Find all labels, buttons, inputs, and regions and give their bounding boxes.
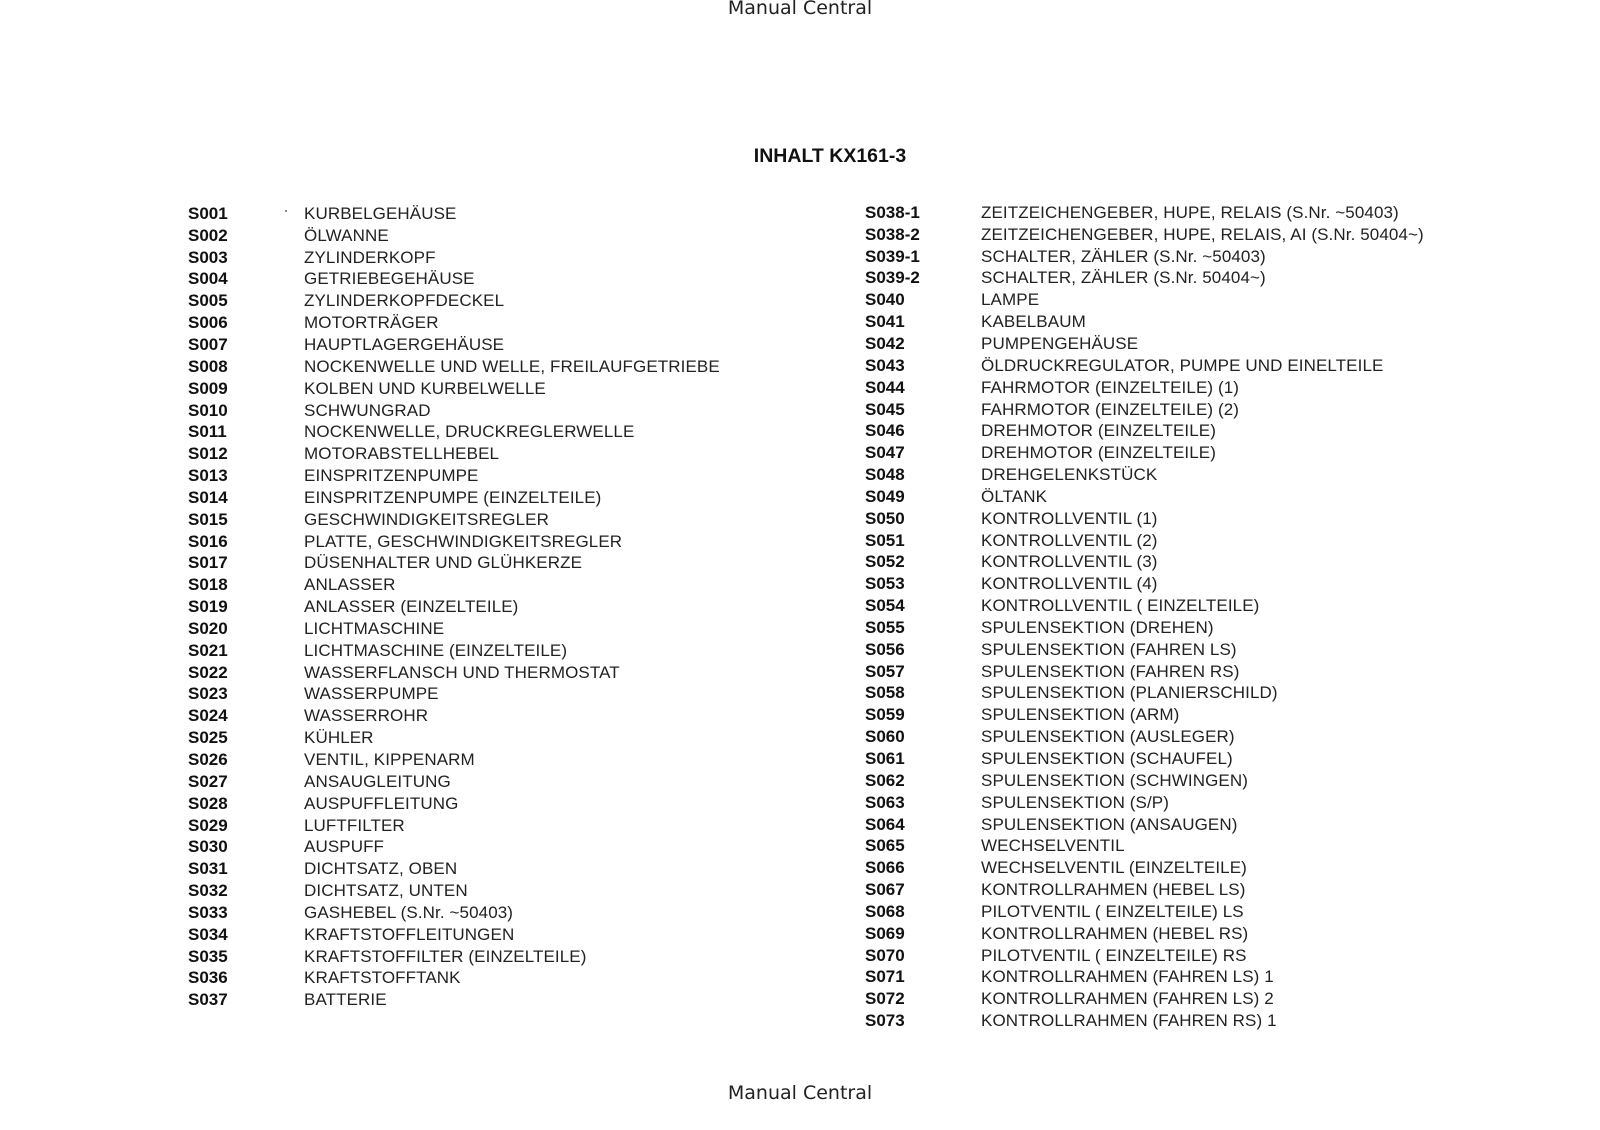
section-title: KONTROLLVENTIL (3) (981, 552, 1158, 572)
toc-entry (865, 420, 1424, 442)
toc-entry (188, 662, 720, 684)
toc-entry (188, 356, 720, 378)
section-title: DREHMOTOR (EINZELTEILE) (981, 443, 1216, 463)
section-title: GASHEBEL (S.Nr. ~50403) (304, 902, 514, 922)
section-code: S037 (188, 990, 228, 1010)
section-title: LUFTFILTER (304, 815, 405, 835)
toc-entry (188, 727, 720, 749)
section-title: SPULENSEKTION (S/P) (981, 792, 1169, 812)
toc-entry (865, 639, 1424, 661)
section-title: ANLASSER (304, 575, 396, 595)
section-code: S043 (865, 355, 905, 375)
section-code: S039-1 (865, 246, 920, 266)
toc-entry (865, 464, 1424, 486)
toc-entry (188, 465, 720, 487)
toc-entry (188, 487, 720, 509)
section-title: HAUPTLAGERGEHÄUSE (304, 334, 505, 354)
section-code: S030 (188, 837, 228, 857)
section-code: S038-2 (865, 224, 920, 244)
toc-entry (188, 596, 720, 618)
toc-entry (865, 595, 1424, 617)
section-title: WECHSELVENTIL (981, 836, 1125, 856)
section-title: ÖLTANK (981, 486, 1048, 506)
toc-entry (865, 399, 1424, 421)
section-code: S021 (188, 640, 228, 660)
section-title: KONTROLLRAHMEN (HEBEL LS) (981, 880, 1246, 900)
section-title: KONTROLLRAHMEN (FAHREN RS) 1 (981, 1011, 1277, 1031)
toc-entry (188, 553, 720, 575)
toc-entry (188, 443, 720, 465)
section-code: S065 (865, 836, 905, 856)
toc-entry (865, 770, 1424, 792)
section-title: WASSERPUMPE (304, 684, 439, 704)
section-title: NOCKENWELLE, DRUCKREGLERWELLE (304, 422, 635, 442)
section-title: EINSPRITZENPUMPE (EINZELTEILE) (304, 487, 602, 507)
section-code: S039-2 (865, 268, 920, 288)
section-code: S057 (865, 661, 905, 681)
section-title: SPULENSEKTION (DREHEN) (981, 617, 1214, 637)
section-code: S032 (188, 881, 228, 901)
toc-entry (865, 552, 1424, 574)
section-title: KONTROLLVENTIL ( EINZELTEILE) (981, 596, 1260, 616)
toc-entry (865, 814, 1424, 836)
toc-entry (865, 289, 1424, 311)
section-code: S058 (865, 683, 905, 703)
section-code: S061 (865, 749, 905, 769)
section-title: AUSPUFF (304, 837, 385, 857)
section-title: EINSPRITZENPUMPE (304, 466, 479, 486)
section-code: S009 (188, 378, 228, 398)
toc-entry (865, 1010, 1424, 1032)
section-code: S047 (865, 443, 905, 463)
section-code: S017 (188, 553, 228, 573)
toc-entry (865, 530, 1424, 552)
section-title: ÖLWANNE (304, 225, 389, 245)
section-title: WECHSELVENTIL (EINZELTEILE) (981, 858, 1247, 878)
section-title: DICHTSATZ, UNTEN (304, 881, 468, 901)
section-code: S035 (188, 946, 228, 966)
toc-entry (865, 879, 1424, 901)
toc-entry (188, 618, 720, 640)
section-title: KRAFTSTOFFTANK (304, 968, 461, 988)
section-code: S012 (188, 444, 228, 464)
section-code: S046 (865, 421, 905, 441)
section-title: MOTORTRÄGER (304, 313, 439, 333)
toc-entry (865, 683, 1424, 705)
section-code: S003 (188, 247, 228, 267)
section-title: ANSAUGLEITUNG (304, 771, 451, 791)
section-code: S005 (188, 291, 228, 311)
section-code: S073 (865, 1011, 905, 1031)
toc-entry (188, 902, 720, 924)
section-title: KURBELGEHÄUSE (304, 203, 457, 223)
toc-right-column (865, 202, 1424, 1032)
section-title: SPULENSEKTION (FAHREN RS) (981, 661, 1240, 681)
toc-entry (188, 509, 720, 531)
section-title: WASSERFLANSCH UND THERMOSTAT (304, 662, 620, 682)
toc-entry (188, 858, 720, 880)
section-title: BATTERIE (304, 990, 387, 1010)
section-code: S011 (188, 422, 227, 442)
toc-entry (865, 726, 1424, 748)
toc-entry (188, 312, 720, 334)
page-title: INHALT KX161-3 (753, 145, 907, 167)
section-code: S049 (865, 486, 905, 506)
section-code: S018 (188, 575, 228, 595)
section-code: S024 (188, 706, 228, 726)
section-code: S006 (188, 313, 228, 333)
toc-entry (188, 815, 720, 837)
section-title: PUMPENGEHÄUSE (981, 333, 1139, 353)
section-code: S062 (865, 770, 905, 790)
toc-entry (188, 924, 720, 946)
section-code: S033 (188, 902, 228, 922)
section-title: DREHGELENKSTÜCK (981, 465, 1158, 485)
section-title: KRAFTSTOFFILTER (EINZELTEILE) (304, 946, 587, 966)
section-code: S045 (865, 399, 905, 419)
toc-entry (865, 857, 1424, 879)
section-title: PILOTVENTIL ( EINZELTEILE) LS (981, 901, 1244, 921)
section-code: S048 (865, 465, 905, 485)
section-title: KABELBAUM (981, 312, 1086, 332)
section-code: S050 (865, 508, 905, 528)
section-code: S023 (188, 684, 228, 704)
toc-entry (865, 246, 1424, 268)
header-brand: Manual Central (727, 0, 873, 19)
toc-entry (188, 640, 720, 662)
toc-entry (865, 224, 1424, 246)
section-code: S034 (188, 924, 228, 944)
toc-entry (865, 835, 1424, 857)
section-title: KONTROLLRAHMEN (FAHREN LS) 1 (981, 967, 1274, 987)
section-title: SCHALTER, ZÄHLER (S.Nr. ~50403) (981, 246, 1266, 266)
section-code: S020 (188, 618, 228, 638)
toc-entry (865, 792, 1424, 814)
toc-entry (188, 574, 720, 596)
section-title: GESCHWINDIGKEITSREGLER (304, 509, 549, 529)
toc-entry (188, 771, 720, 793)
section-code: S064 (865, 814, 905, 834)
toc-entry (865, 377, 1424, 399)
section-title: VENTIL, KIPPENARM (304, 750, 475, 770)
toc-entry (188, 421, 720, 443)
section-title: ÖLDRUCKREGULATOR, PUMPE UND EINELTEILE (981, 355, 1384, 375)
section-title: KONTROLLRAHMEN (HEBEL RS) (981, 923, 1249, 943)
section-title: DÜSENHALTER UND GLÜHKERZE (304, 553, 583, 573)
toc-entry (188, 705, 720, 727)
toc-entry (188, 203, 720, 225)
section-title: NOCKENWELLE UND WELLE, FREILAUFGETRIEBE (304, 356, 720, 376)
section-code: S053 (865, 574, 905, 594)
section-title: ZYLINDERKOPFDECKEL (304, 291, 505, 311)
section-code: S027 (188, 771, 228, 791)
section-title: ZEITZEICHENGEBER, HUPE, RELAIS, AI (S.Nr. 50404~) (981, 224, 1424, 244)
section-code: S022 (188, 662, 228, 682)
section-title: SCHALTER, ZÄHLER (S.Nr. 50404~) (981, 268, 1266, 288)
toc-left-column (188, 203, 720, 1011)
section-code: S010 (188, 400, 228, 420)
section-title: KONTROLLRAHMEN (FAHREN LS) 2 (981, 989, 1274, 1009)
section-code: S038-1 (865, 202, 920, 222)
section-code: S040 (865, 290, 905, 310)
toc-entry (188, 968, 720, 990)
toc-entry (865, 748, 1424, 770)
section-code: S060 (865, 727, 905, 747)
toc-entry (865, 508, 1424, 530)
section-code: S068 (865, 901, 905, 921)
section-title: SPULENSEKTION (ANSAUGEN) (981, 814, 1238, 834)
section-code: S028 (188, 793, 228, 813)
section-title: PLATTE, GESCHWINDIGKEITSREGLER (304, 531, 623, 551)
section-title: KONTROLLVENTIL (2) (981, 530, 1158, 550)
section-code: S067 (865, 880, 905, 900)
toc-entry (188, 836, 720, 858)
section-code: S002 (188, 225, 228, 245)
section-code: S051 (865, 530, 905, 550)
section-title: LICHTMASCHINE (304, 618, 445, 638)
section-code: S052 (865, 552, 905, 572)
section-code: S008 (188, 356, 228, 376)
toc-entry (188, 247, 720, 269)
section-title: SPULENSEKTION (ARM) (981, 705, 1180, 725)
section-title: KONTROLLVENTIL (4) (981, 574, 1158, 594)
section-title: ZYLINDERKOPF (304, 247, 436, 267)
toc-entry (865, 923, 1424, 945)
toc-entry (188, 334, 720, 356)
toc-entry (188, 290, 720, 312)
section-code: S055 (865, 617, 905, 637)
section-code: S036 (188, 968, 228, 988)
toc-entry (188, 225, 720, 247)
toc-entry (188, 269, 720, 291)
section-title: GETRIEBEGEHÄUSE (304, 269, 475, 289)
toc-entry (865, 661, 1424, 683)
toc-entry (865, 704, 1424, 726)
toc-entry (865, 617, 1424, 639)
toc-entry (188, 989, 720, 1011)
section-title: AUSPUFFLEITUNG (304, 793, 459, 813)
section-code: S059 (865, 705, 905, 725)
section-code: S019 (188, 597, 228, 617)
section-code: S071 (865, 967, 905, 987)
section-code: S004 (188, 269, 228, 289)
section-code: S054 (865, 596, 905, 616)
toc-entry (865, 988, 1424, 1010)
section-title: PILOTVENTIL ( EINZELTEILE) RS (981, 945, 1247, 965)
toc-entry (865, 202, 1424, 224)
section-code: S069 (865, 923, 905, 943)
toc-entry (188, 378, 720, 400)
section-title: WASSERROHR (304, 706, 429, 726)
toc-entry (865, 573, 1424, 595)
section-title: SPULENSEKTION (AUSLEGER) (981, 727, 1235, 747)
toc-entry (865, 901, 1424, 923)
toc-entry (865, 967, 1424, 989)
section-title: SPULENSEKTION (FAHREN LS) (981, 639, 1237, 659)
section-code: S013 (188, 466, 228, 486)
section-title: LICHTMASCHINE (EINZELTEILE) (304, 640, 568, 660)
toc-entry (865, 333, 1424, 355)
section-code: S026 (188, 750, 228, 770)
section-title: SPULENSEKTION (SCHWINGEN) (981, 770, 1248, 790)
toc-entry (188, 880, 720, 902)
section-code: S001 (188, 203, 228, 223)
toc-entry (188, 400, 720, 422)
section-title: SCHWUNGRAD (304, 400, 431, 420)
section-code: S041 (865, 312, 905, 332)
section-code: S025 (188, 728, 228, 748)
section-code: S042 (865, 333, 905, 353)
section-code: S056 (865, 639, 905, 659)
section-code: S014 (188, 487, 228, 507)
toc-entry (865, 486, 1424, 508)
section-title: ZEITZEICHENGEBER, HUPE, RELAIS (S.Nr. ~50403) (981, 202, 1399, 222)
section-title: SPULENSEKTION (SCHAUFEL) (981, 749, 1233, 769)
footer-brand: Manual Central (727, 1082, 873, 1104)
section-title: DICHTSATZ, OBEN (304, 859, 458, 879)
section-code: S015 (188, 509, 228, 529)
section-code: S066 (865, 858, 905, 878)
toc-entry (865, 268, 1424, 290)
section-title: MOTORABSTELLHEBEL (304, 444, 500, 464)
section-title: KONTROLLVENTIL (1) (981, 508, 1158, 528)
section-code: S072 (865, 989, 905, 1009)
section-code: S070 (865, 945, 905, 965)
toc-entry (865, 311, 1424, 333)
toc-entry (188, 946, 720, 968)
section-title: KRAFTSTOFFLEITUNGEN (304, 924, 515, 944)
section-title: KOLBEN UND KURBELWELLE (304, 378, 546, 398)
section-code: S063 (865, 792, 905, 812)
section-title: LAMPE (981, 290, 1040, 310)
section-code: S044 (865, 377, 905, 397)
section-code: S016 (188, 531, 228, 551)
toc-entry (188, 749, 720, 771)
toc-entry (188, 531, 720, 553)
section-title: ANLASSER (EINZELTEILE) (304, 597, 519, 617)
section-code: S007 (188, 334, 228, 354)
section-title: KÜHLER (304, 728, 374, 748)
section-title: SPULENSEKTION (PLANIERSCHILD) (981, 683, 1278, 703)
toc-entry (865, 945, 1424, 967)
section-title: DREHMOTOR (EINZELTEILE) (981, 421, 1216, 441)
section-code: S029 (188, 815, 228, 835)
section-title: FAHRMOTOR (EINZELTEILE) (2) (981, 399, 1240, 419)
toc-entry (188, 793, 720, 815)
section-title: FAHRMOTOR (EINZELTEILE) (1) (981, 377, 1240, 397)
section-code: S031 (188, 859, 228, 879)
toc-entry (865, 442, 1424, 464)
toc-entry (188, 684, 720, 706)
toc-entry (865, 355, 1424, 377)
